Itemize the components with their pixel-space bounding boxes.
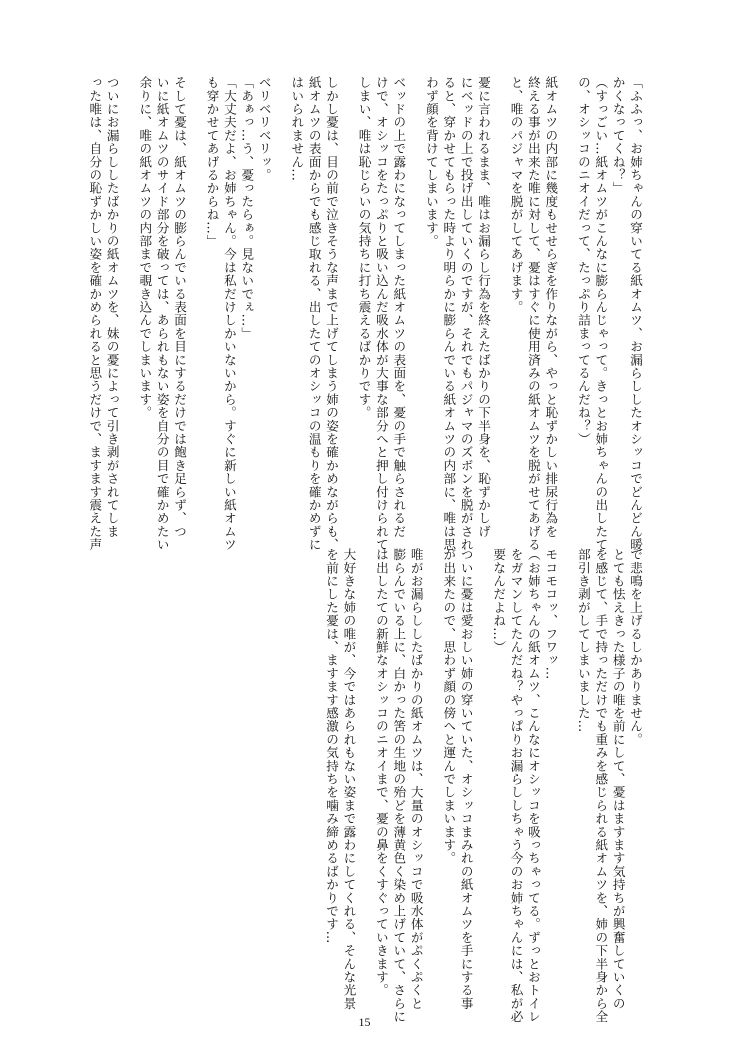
text-column (493, 76, 504, 524)
text-column: わず顔を背けてしまいます。 (423, 76, 439, 248)
text-column: も穿かせてあげるからね…」 (204, 76, 220, 248)
text-column: 「ふふっ、お姉ちゃんの穿いてる紙オムツ、お漏らししたオシッコでどんどん暖 (628, 76, 643, 552)
text-column: ベッドの上で露わになってしまった紙オムツの表面を、憂の手で触らされるだ (391, 76, 407, 538)
text-column: にベッドの上で投げ出していくのですが、それでもパジャマのズボンを脱がされ (458, 76, 474, 552)
text-column (426, 548, 437, 996)
text-column: 要なんだよね…） (491, 548, 507, 654)
text-column: った唯は、自分の恥ずかしい姿を確かめられると思うだけで、ますます震えた声 (87, 76, 103, 552)
text-column: ベリベリベリッ。 (256, 76, 272, 182)
text-column: はいられません… (289, 76, 305, 182)
text-column: しまい、唯は恥じらいの気持ちに打ち震えるばかりです。 (356, 76, 372, 420)
text-column: の、オシッコのニオイだって、たっぷり詰まってるんだね？） (575, 76, 591, 446)
text-column (274, 76, 285, 524)
upper-text-block (87, 76, 643, 552)
text-column: 部引き剥がしてしまいました… (575, 548, 591, 733)
text-column (359, 548, 370, 996)
text-column: かくなってくね？」 (610, 76, 626, 195)
text-column: を感じて、手で持っただけでも重みを感じられる紙オムツを、姉の下半身から全 (593, 548, 609, 1024)
text-column: をガマンしてたんだね？やっぱりお漏らししちゃう今のお姉ちゃんには、私が必 (508, 548, 524, 1024)
text-column: モコモコッ、フワッ… (543, 548, 559, 680)
text-column: （お姉ちゃんの紙オムツ、こんなにオシッコを吸っちゃってる。ずっとおトイレ (525, 548, 541, 1024)
text-column (122, 76, 133, 524)
text-column: 膨らんでいる上に、白かった筈の生地の殆どを薄黄色く染め上げていて、さらに (391, 548, 407, 1024)
text-column: 「大丈夫だよ、お姉ちゃん。今は私だけしかいないから。すぐに新しい紙オムツ (221, 76, 237, 552)
text-column (189, 76, 200, 524)
text-column: とても怯えきった様子の唯を前にして、憂はますます気持ちが興奮していくの (610, 548, 626, 1010)
text-column: 憂に言われるまま、唯はお漏らし行為を終えたばかりの下半身を、恥ずかしげ (476, 76, 491, 538)
text-column: ついに憂は愛おしい姉の穿いていた、オシッコまみれの紙オムツを手にする事 (458, 548, 474, 1010)
text-column: けで、オシッコをたっぷりと吸い込んだ吸水体が大事な部分へと押し付けられて (373, 76, 389, 552)
text-column: 唯がお漏らししたばかりの紙オムツは、大量のオシッコで吸水体がぷくぷくと (408, 548, 424, 1010)
text-column (409, 76, 420, 524)
page-number: 15 (358, 1015, 371, 1029)
text-column: 余りに、唯の紙オムツの内部まで覗き込んでしまいます。 (137, 76, 153, 420)
text-column: 紙オムツの表面からでも感じ取れる、出したてのオシッコの温もりを確かめずに (306, 76, 322, 552)
text-column: が出来たので、思わず顔の傍へと運んでしまいます。 (441, 548, 457, 865)
text-column (341, 76, 352, 524)
text-column: 「あぁっ…う、憂ったらぁ。見ないでぇ…」 (239, 76, 255, 340)
text-column: 大好きな姉の唯が、今ではあられもない姿まで露わにしてくれる、そんな光景 (341, 548, 357, 1010)
text-column (476, 548, 487, 996)
text-column: 終える事が出来た唯に対して、憂はすぐに使用済みの紙オムツを脱がせてあげる (525, 76, 541, 552)
text-column: は出したての新鮮なオシッコのニオイまで、憂の鼻をくすぐっていきます。 (373, 548, 389, 997)
text-column: そして憂は、紙オムツの膨らんでいる表面を目にするだけでは飽き足らず、つ (172, 76, 187, 538)
text-column: ついにお漏らししたばかりの紙オムツを、妹の憂によって引き剥がされてしま (104, 76, 120, 538)
text-column (561, 76, 572, 524)
text-column: （すっごい…紙オムツがこんなに膨らんじゃって。きっとお姉ちゃんの出したて (593, 76, 609, 552)
text-column: いに紙オムツのサイド部分を破っては、あられもない姿を自分の目で確かめたい (154, 76, 170, 552)
text-column: ると、穿かせてもらった時より明らかに膨らんでいる紙オムツの内部に、唯は思 (441, 76, 457, 552)
text-column: と、唯のパジャマを脱がしてあげます。 (508, 76, 524, 314)
text-column: しかし憂は、目の前で泣きそうな声まで上げてしまう姉の姿を確かめながらも、 (324, 76, 339, 552)
text-column (561, 548, 572, 996)
text-column: を前にした憂は、ますます感激の気持ちを噛み締めるばかりです… (324, 548, 339, 944)
text-column: で悲鳴を上げるしかありません。 (628, 548, 643, 746)
text-column: 紙オムツの内部に幾度もせせらぎを作りながら、やっと恥ずかしい排尿行為を (543, 76, 559, 538)
